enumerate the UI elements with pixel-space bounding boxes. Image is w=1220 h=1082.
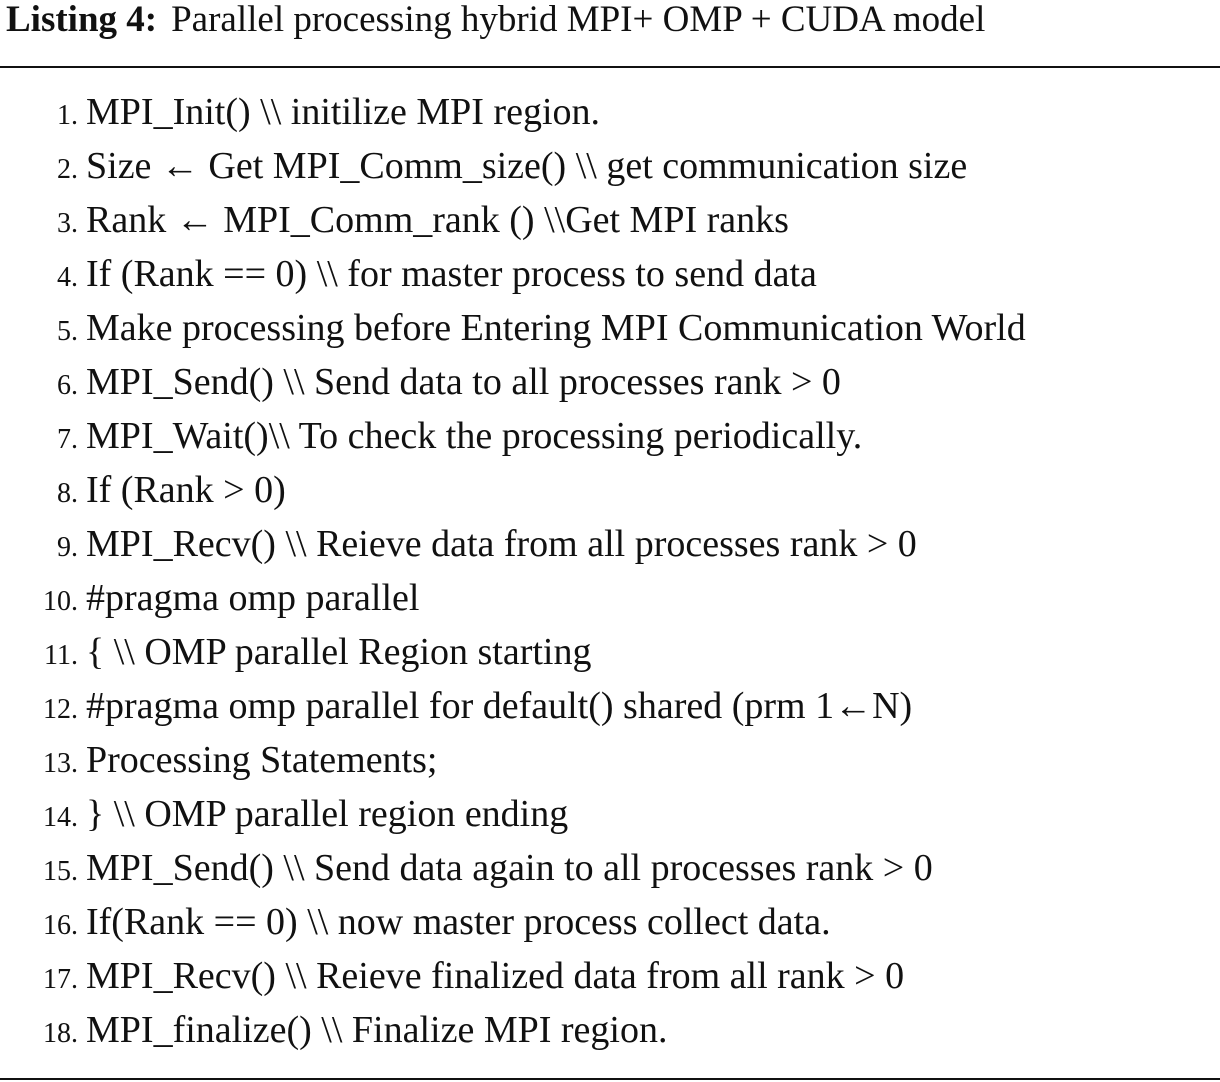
line-text: { \\ OMP parallel Region starting — [86, 631, 592, 673]
line-text: MPI_Wait()\\ To check the processing periodically. — [86, 415, 863, 457]
line-number: 2. — [57, 154, 78, 185]
line-number: 8. — [57, 478, 78, 509]
line-number: 7. — [57, 424, 78, 455]
line-number: 4. — [57, 262, 78, 293]
code-line — [0, 517, 1026, 571]
line-text: If (Rank > 0) — [86, 469, 286, 511]
code-listing — [0, 85, 1026, 1057]
top-rule — [0, 66, 1220, 68]
line-number: 10. — [43, 586, 78, 617]
line-text: } \\ OMP parallel region ending — [86, 793, 569, 835]
code-line — [0, 463, 1026, 517]
code-line — [0, 787, 1026, 841]
code-line — [0, 895, 1026, 949]
line-text: #pragma omp parallel for default() shared (prm 1←N) — [86, 685, 913, 727]
line-text: Size ← Get MPI_Comm_size() \\ get communication size — [86, 145, 968, 187]
line-text: MPI_Init() \\ initilize MPI region. — [86, 91, 601, 133]
line-number: 6. — [57, 370, 78, 401]
line-text: MPI_Send() \\ Send data to all processes rank > 0 — [86, 361, 841, 403]
line-text: MPI_finalize() \\ Finalize MPI region. — [86, 1009, 668, 1051]
line-number: 18. — [43, 1018, 78, 1049]
code-line — [0, 733, 1026, 787]
line-number: 5. — [57, 316, 78, 347]
code-line — [0, 355, 1026, 409]
line-number: 11. — [44, 640, 78, 671]
code-line — [0, 409, 1026, 463]
code-line — [0, 571, 1026, 625]
line-number: 9. — [57, 532, 78, 563]
line-number: 17. — [43, 964, 78, 995]
listing-title: Parallel processing hybrid MPI+ OMP + CUDA model — [171, 0, 986, 40]
line-number: 13. — [43, 748, 78, 779]
bottom-rule — [0, 1078, 1220, 1080]
listing-caption — [6, 0, 985, 40]
line-text: Make processing before Entering MPI Communication World — [86, 307, 1026, 349]
listing-label: Listing 4: — [6, 0, 158, 40]
line-number: 15. — [43, 856, 78, 887]
line-number: 14. — [43, 802, 78, 833]
line-text: Rank ← MPI_Comm_rank () \\Get MPI ranks — [86, 199, 789, 241]
line-text: If(Rank == 0) \\ now master process collect data. — [86, 901, 831, 943]
line-number: 16. — [43, 910, 78, 941]
line-number: 3. — [57, 208, 78, 239]
code-line — [0, 247, 1026, 301]
code-line — [0, 949, 1026, 1003]
line-text: MPI_Recv() \\ Reieve data from all processes rank > 0 — [86, 523, 917, 565]
code-line — [0, 625, 1026, 679]
line-text: Processing Statements; — [86, 739, 438, 781]
line-number: 12. — [43, 694, 78, 725]
code-line — [0, 1003, 1026, 1057]
line-text: #pragma omp parallel — [86, 577, 420, 619]
code-line — [0, 841, 1026, 895]
code-line — [0, 301, 1026, 355]
line-number: 1. — [57, 100, 78, 131]
code-line — [0, 679, 1026, 733]
code-line — [0, 139, 1026, 193]
line-text: MPI_Recv() \\ Reieve finalized data from all rank > 0 — [86, 955, 905, 997]
code-line — [0, 193, 1026, 247]
line-text: If (Rank == 0) \\ for master process to send data — [86, 253, 817, 295]
code-line — [0, 85, 1026, 139]
line-text: MPI_Send() \\ Send data again to all processes rank > 0 — [86, 847, 933, 889]
